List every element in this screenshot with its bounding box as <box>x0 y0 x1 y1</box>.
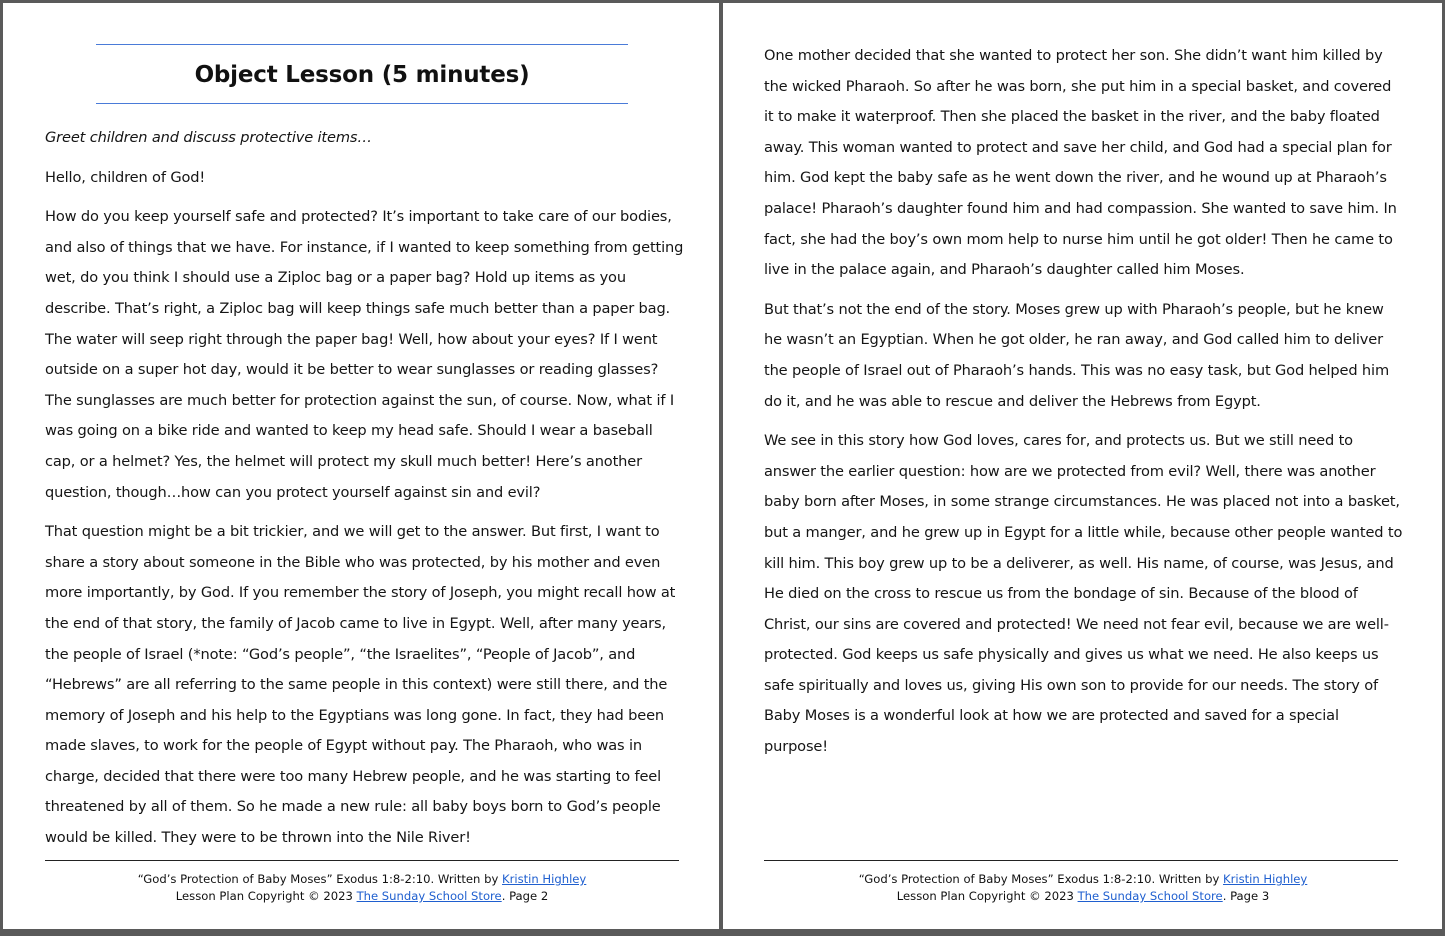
page-3-body <box>764 41 1404 772</box>
footer-rule <box>45 860 679 861</box>
page-title: Object Lesson (5 minutes) <box>194 62 530 88</box>
document-page-2 <box>3 3 719 929</box>
footer-copyright: Lesson Plan Copyright © 2023 <box>175 889 357 903</box>
footer-line-2 <box>723 888 1443 905</box>
page-footer <box>723 871 1443 905</box>
page-footer <box>3 871 721 905</box>
body-paragraph: We see in this story how God loves, cares for, and protects us. But we still need to answer the earlier question: how are we protected from evil? Well, there was another baby born after Moses, in some strange circumstances. He was placed not into a basket, but a manger, and he grew up in Egypt for a little while, because other people wanted to kill him. This boy grew up to be a deliverer, as well. His name, of course, was Jesus, and He died on the cross to rescue us from the bondage of sin. Because of the blood of Christ, our sins are covered and protected! We need not fear evil, because we are well-protected. God keeps us safe physically and gives us what we need. He also keeps us safe spiritually and loves us, giving His own son to provide for our needs. The story of Baby Moses is a wonderful look at how we are protected and saved for a special purpose! <box>764 432 1403 756</box>
body-paragraph: One mother decided that she wanted to protect her son. She didn’t want him killed by the wicked Pharaoh. So after he was born, she put him in a special basket, and covered it to make it waterproof. Then she placed the basket in the river, and the baby floated away. This woman wanted to protect and save her child, and God had a special plan for him. God kept the baby safe as he went down the river, and he wound up at Pharaoh’s palace! Pharaoh’s daughter found him and had compassion. She wanted to save him. In fact, she had the boy’s own mom help to nurse him until he got older! Then he came to live in the palace again, and Pharaoh’s daughter called him Moses. <box>764 47 1397 279</box>
title-block <box>96 44 628 104</box>
store-link[interactable]: The Sunday School Store <box>356 889 502 903</box>
title-bottom-rule <box>96 103 628 104</box>
footer-citation: “God’s Protection of Baby Moses” Exodus 1:8-2:10. Written by <box>858 872 1223 886</box>
footer-copyright: Lesson Plan Copyright © 2023 <box>896 889 1078 903</box>
title-top-rule <box>96 44 628 45</box>
page-2-body <box>45 123 685 863</box>
greeting-paragraph: Hello, children of God! <box>45 168 206 186</box>
body-paragraph: That question might be a bit trickier, and we will get to the answer. But first, I want to share a story about someone in the Bible who was protected, by his mother and even more importantly, by God. If you remember the story of Joseph, you might recall how at the end of that story, the family of Jacob came to live in Egypt. Well, after many years, the people of Israel (*note: “God’s people”, “the Israelites”, “People of Jacob”, and “Hebrews” are all referring to the same people in this context) were still there, and the memory of Joseph and his help to the Egyptians was long gone. In fact, they had been made slaves, to work for the people of Egypt without pay. The Pharaoh, who was in charge, decided that there were too many Hebrew people, and he was starting to feel threatened by all of them. So he made a new rule: all baby boys born to God’s people would be killed. They were to be thrown into the Nile River! <box>45 523 676 847</box>
footer-citation: “God’s Protection of Baby Moses” Exodus 1:8-2:10. Written by <box>137 872 502 886</box>
page-number: . Page 2 <box>501 889 549 903</box>
footer-line-1 <box>723 871 1443 888</box>
stage-direction: Greet children and discuss protective items… <box>45 129 372 146</box>
body-paragraph: But that’s not the end of the story. Moses grew up with Pharaoh’s people, but he knew he wasn’t an Egyptian. When he got older, he ran away, and God called him to deliver the people of Israel out of Pharaoh’s hands. This was no easy task, but God helped him do it, and he was able to rescue and deliver the Hebrews from Egypt. <box>764 300 1390 410</box>
document-page-3 <box>723 3 1442 929</box>
footer-rule <box>764 860 1398 861</box>
author-link[interactable]: Kristin Highley <box>1223 872 1308 886</box>
body-paragraph: How do you keep yourself safe and protected? It’s important to take care of our bodies, and also of things that we have. For instance, if I wanted to keep something from getting wet, do you think I should use a Ziploc bag or a paper bag? Hold up items as you describe. That’s right, a Ziploc bag will keep things safe much better than a paper bag. The water will seep right through the paper bag! Well, how about your eyes? If I went outside on a super hot day, would it be better to wear sunglasses or reading glasses? The sunglasses are much better for protection against the sun, of course. Now, what if I was going on a bike ride and wanted to keep my head safe. Should I wear a baseball cap, or a helmet? Yes, the helmet will protect my skull much better! Here’s another question, though…how can you protect yourself against sin and evil? <box>45 208 684 501</box>
author-link[interactable]: Kristin Highley <box>502 872 587 886</box>
store-link[interactable]: The Sunday School Store <box>1077 889 1223 903</box>
footer-line-1 <box>3 871 721 888</box>
page-number: . Page 3 <box>1222 889 1270 903</box>
footer-line-2 <box>3 888 721 905</box>
